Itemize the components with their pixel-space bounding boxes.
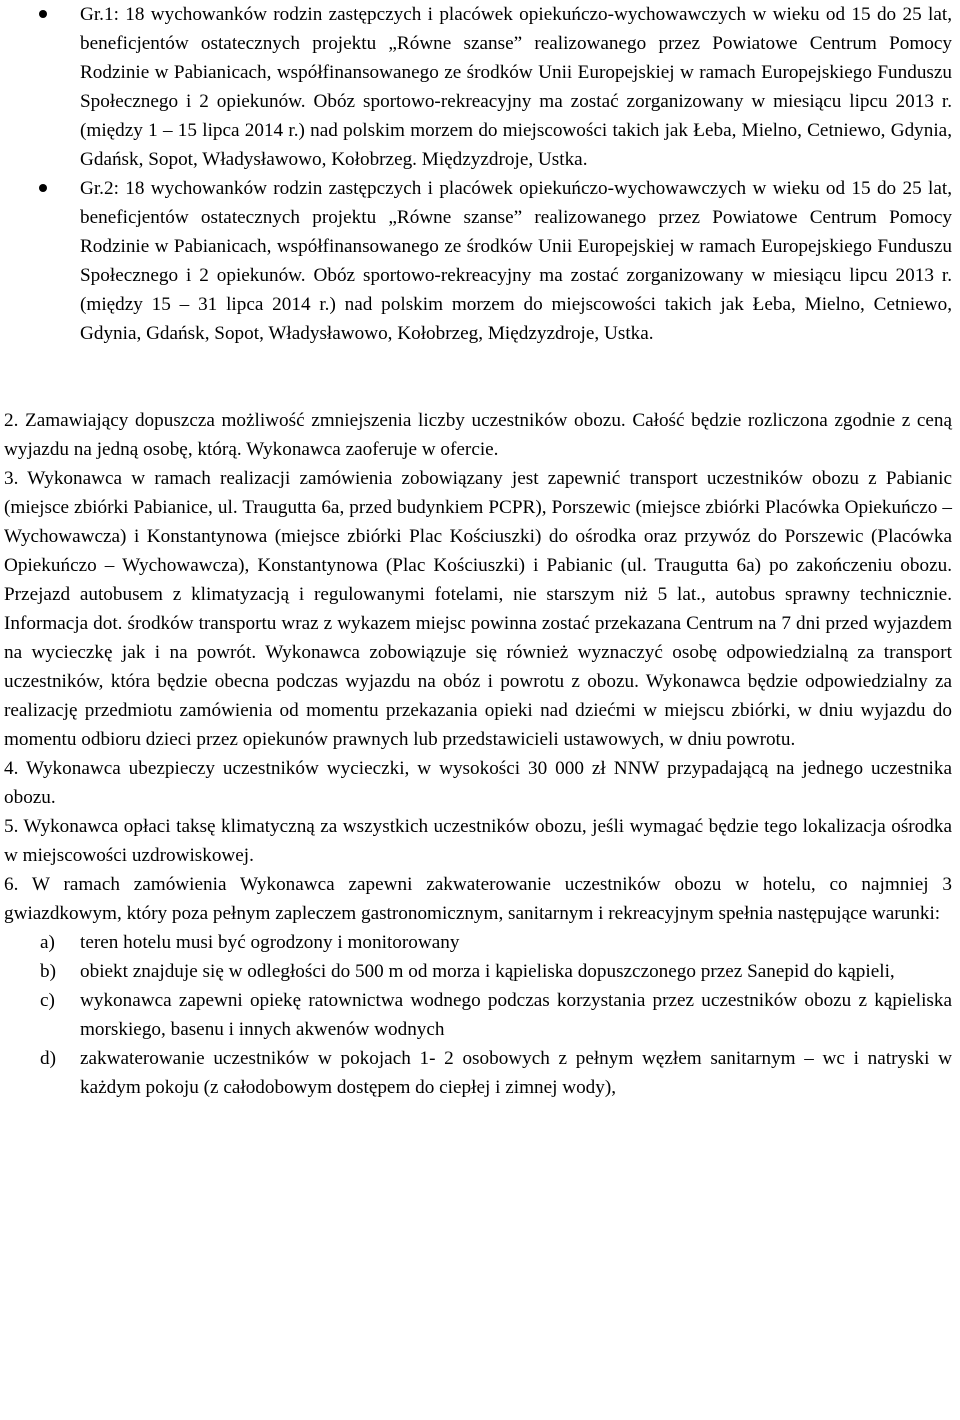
condition-c xyxy=(4,986,952,1044)
group-1-text: Gr.1: 18 wychowanków rodzin zastępczych i placówek opiekuńczo-wychowawczych w wieku od 15 do 25 lat, beneficjentów ostatecznych projektu „Równe szanse” realizowanego przez Powiatowe Centrum Pomocy Rodzinie w Pabianicach, współfinansowanego ze środków Unii Europejskiej w ramach Europejskiego Funduszu Społecznego i 2 opiekunów. Obóz sportowo-rekreacyjny ma zostać zorganizowany w miesiącu lipcu 2013 r. (między 1 – 15 lipca 2014 r.) nad polskim morzem do miejscowości takich jak Łeba, Mielno, Cetniewo, Gdynia, Gdańsk, Sopot, Władysławowo, Kołobrzeg. Międzyzdroje, Ustka. xyxy=(80,4,952,170)
condition-marker: a) xyxy=(40,932,55,953)
condition-a xyxy=(4,928,952,957)
bullet-icon xyxy=(39,10,47,18)
group-1-item xyxy=(4,0,952,174)
paragraph-6: 6. W ramach zamówienia Wykonawca zapewni zakwaterowanie uczestników obozu w hotelu, co najmniej 3 gwiazdkowym, który poza pełnym zapleczem gastronomicznym, sanitarnym i rekreacyjnym spełnia następujące warunki: xyxy=(4,874,952,924)
condition-text: teren hotelu musi być ogrodzony i monitorowany xyxy=(80,932,460,953)
paragraph-5: 5. Wykonawca opłaci taksę klimatyczną za wszystkich uczestników obozu, jeśli wymagać będzie tego lokalizacja ośrodka w miejscowości uzdrowiskowej. xyxy=(4,816,952,866)
condition-d xyxy=(4,1044,952,1102)
bullet-icon xyxy=(39,184,47,192)
paragraph-3: 3. Wykonawca w ramach realizacji zamówienia zobowiązany jest zapewnić transport uczestników obozu z Pabianic (miejsce zbiórki Pabianice, ul. Traugutta 6a, przed budynkiem PCPR), Porszewic (miejsce zbiórki Placówka Opiekuńczo – Wychowawcza) i Konstantynowa (miejsce zbiórki Plac Kościuszki) do ośrodka oraz przywóz do Porszewic (Placówka Opiekuńczo – Wychowawcza), Konstantynowa (Plac Kościuszki) i Pabianic (ul. Traugutta 6a) po zakończeniu obozu. Przejazd autobusem z klimatyzacją i regulowanymi fotelami, nie starszym niż 5 lat., autobus sprawny technicznie. Informacja dot. środków transportu wraz z wykazem miejsc powinna zostać przekazana Centrum na 7 dni przed wyjazdem na wycieczkę jak i na powrót. Wykonawca zobowiązuje się również wyznaczyć osobę odpowiedzialną za transport uczestników, która będzie obecna podczas wyjazdu na obóz i powrotu z obozu. Wykonawca będzie odpowiedzialny za realizację przedmiotu zamówienia od momentu przekazania opieki nad dziećmi w miejscu zbiórki, w dniu wyjazdu do momentu odbioru dzieci przez opiekunów prawnych lub przedstawicieli ustawowych, w dniu powrotu. xyxy=(4,468,952,750)
paragraph-4: 4. Wykonawca ubezpieczy uczestników wycieczki, w wysokości 30 000 zł NNW przypadającą na jednego uczestnika obozu. xyxy=(4,758,952,808)
condition-text: obiekt znajduje się w odległości do 500 m od morza i kąpieliska dopuszczonego przez Sanepid do kąpieli, xyxy=(80,961,895,982)
conditions-list xyxy=(4,928,952,1102)
spacer xyxy=(4,348,952,406)
condition-marker: b) xyxy=(40,961,56,982)
condition-text: zakwaterowanie uczestników w pokojach 1- 2 osobowych z pełnym węzłem sanitarnym – wc i natryski w każdym pokoju (z całodobowym dostępem do ciepłej i zimnej wody), xyxy=(80,1048,952,1098)
condition-text: wykonawca zapewni opiekę ratownictwa wodnego podczas korzystania przez uczestników obozu z kąpieliska morskiego, basenu i innych akwenów wodnych xyxy=(80,990,952,1040)
condition-marker: d) xyxy=(40,1048,56,1069)
group-2-text: Gr.2: 18 wychowanków rodzin zastępczych i placówek opiekuńczo-wychowawczych w wieku od 15 do 25 lat, beneficjentów ostatecznych projektu „Równe szanse” realizowanego przez Powiatowe Centrum Pomocy Rodzinie w Pabianicach, współfinansowanego ze środków Unii Europejskiej w ramach Europejskiego Funduszu Społecznego i 2 opiekunów. Obóz sportowo-rekreacyjny ma zostać zorganizowany w miesiącu lipcu 2013 r. (między 15 – 31 lipca 2014 r.) nad polskim morzem do miejscowości takich jak Łeba, Mielno, Cetniewo, Gdynia, Gdańsk, Sopot, Władysławowo, Kołobrzeg, Międzyzdroje, Ustka. xyxy=(80,178,952,344)
group-2-item xyxy=(4,174,952,348)
paragraph-2: 2. Zamawiający dopuszcza możliwość zmniejszenia liczby uczestników obozu. Całość będzie rozliczona zgodnie z ceną wyjazdu na jedną osobę, którą. Wykonawca zaoferuje w ofercie. xyxy=(4,410,952,460)
condition-b xyxy=(4,957,952,986)
condition-marker: c) xyxy=(40,990,55,1011)
group-list xyxy=(4,0,952,348)
